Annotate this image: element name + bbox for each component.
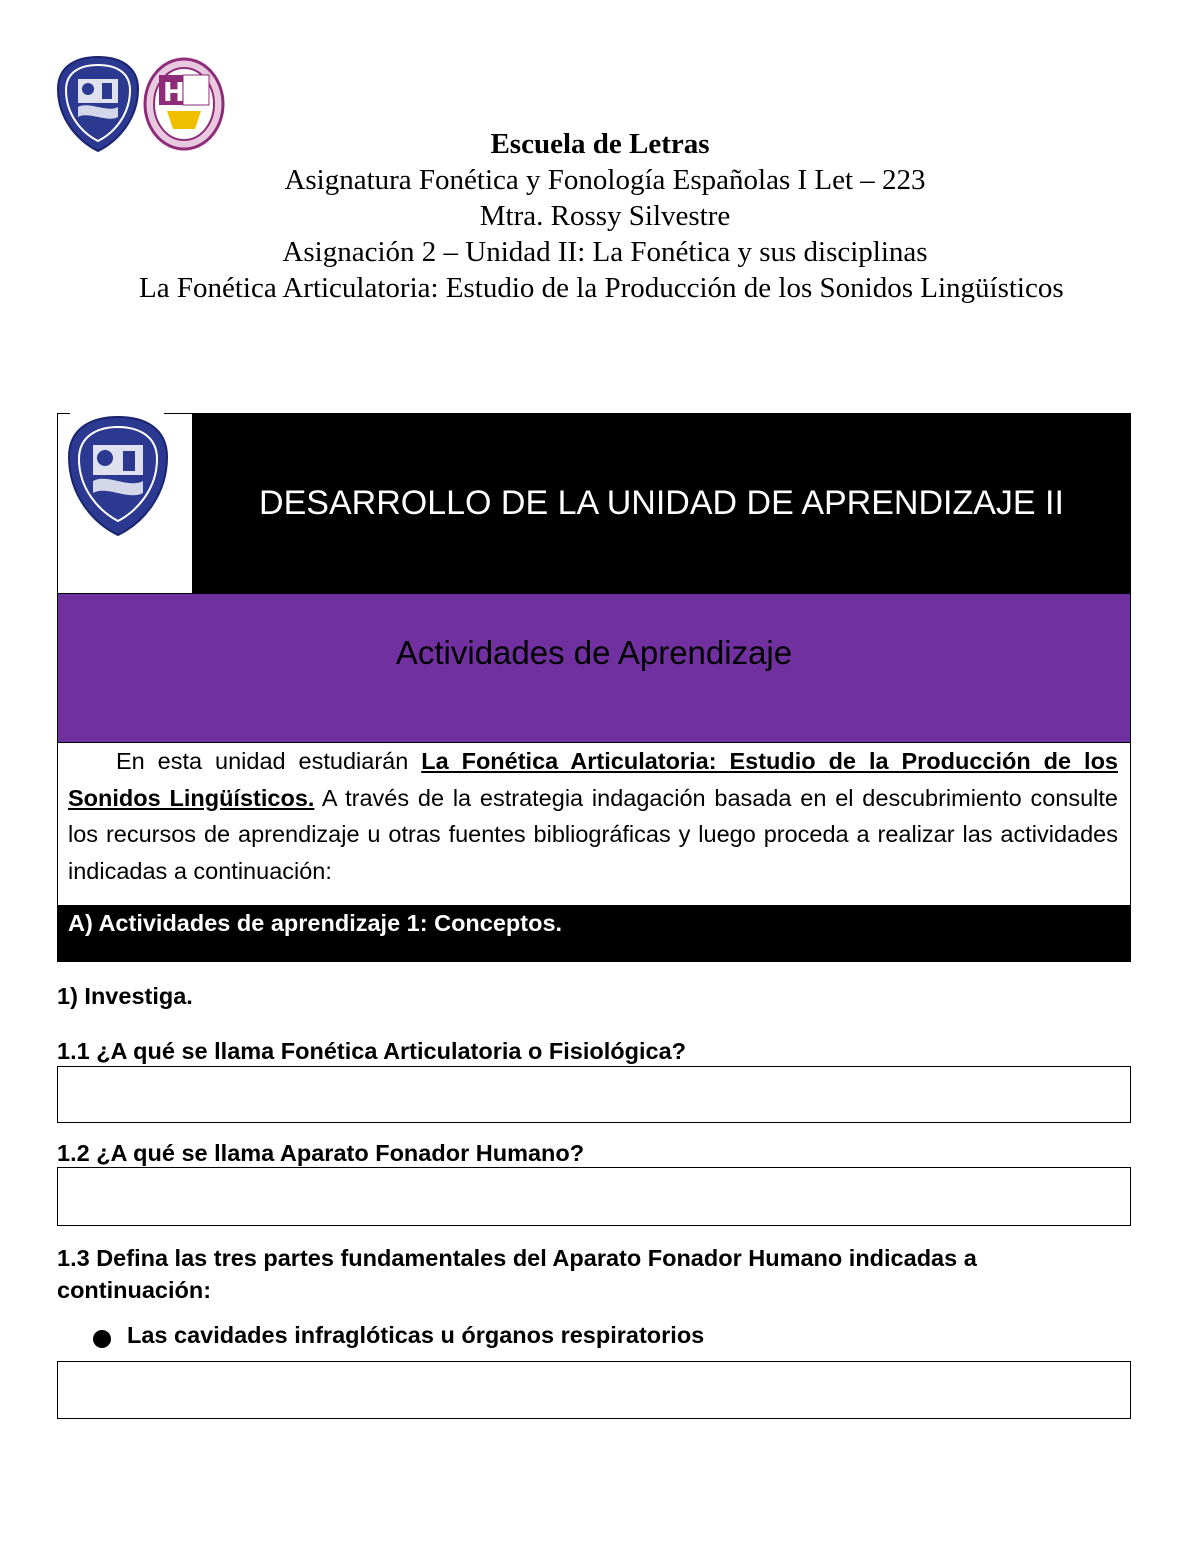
table-logo-cell: [57, 413, 192, 594]
teacher-name: Mtra. Rossy Silvestre: [479, 200, 731, 232]
unit-title-band: [192, 413, 1131, 594]
unit-title: DESARROLLO DE LA UNIDAD DE APRENDIZAJE II: [259, 484, 1064, 522]
question-1-3-line2: continuación:: [57, 1277, 212, 1303]
assignment-title: Asignación 2 – Unidad II: La Fonética y sus disciplinas: [282, 236, 928, 268]
svg-text:H: H: [163, 78, 185, 108]
intro-prefix: En esta unidad estudiarán: [116, 748, 422, 774]
intro-suffix: A través de la estrategia indagación basada en el descubrimiento consulte los recursos de aprendizaje u otras fuentes bibliográficas y luego proceda a realizar las actividades indicadas a continuación:: [68, 784, 1118, 884]
activity-heading-band: [57, 905, 1131, 962]
course-name: Asignatura Fonética y Fonología Españolas I Let – 223: [284, 164, 926, 196]
answer-box-1-1[interactable]: [57, 1066, 1131, 1123]
activities-band: [57, 594, 1131, 742]
activity-heading: A) Actividades de aprendizaje 1: Conceptos.: [68, 910, 563, 936]
intro-topic: La Fonética Articulatoria: Estudio de la Producción de los Sonidos Lingüísticos.: [68, 748, 1118, 811]
bullet-item-infragloticas: Las cavidades infraglóticas u órganos respiratorios: [127, 1322, 705, 1348]
question-1-3-line1: 1.3 Defina las tres partes fundamentales del Aparato Fonador Humano indicadas a: [57, 1245, 977, 1271]
intro-paragraph: [68, 743, 1118, 889]
topic-title: La Fonética Articulatoria: Estudio de la Producción de los Sonidos Lingüísticos: [139, 272, 1064, 304]
investiga-heading: 1) Investiga.: [57, 983, 193, 1009]
activities-title: Actividades de Aprendizaje: [395, 634, 793, 671]
answer-box-bullet-1[interactable]: [57, 1361, 1131, 1419]
question-1-1: 1.1 ¿A qué se llama Fonética Articulatoria o Fisiológica?: [57, 1038, 686, 1064]
intro-cell: [57, 742, 1131, 905]
school-name: Escuela de Letras: [490, 128, 710, 160]
bullet-icon: [93, 1330, 111, 1348]
university-seal-icon: [67, 415, 169, 537]
answer-box-1-2[interactable]: [57, 1167, 1131, 1226]
question-1-2: 1.2 ¿A qué se llama Aparato Fonador Humano?: [57, 1140, 585, 1166]
